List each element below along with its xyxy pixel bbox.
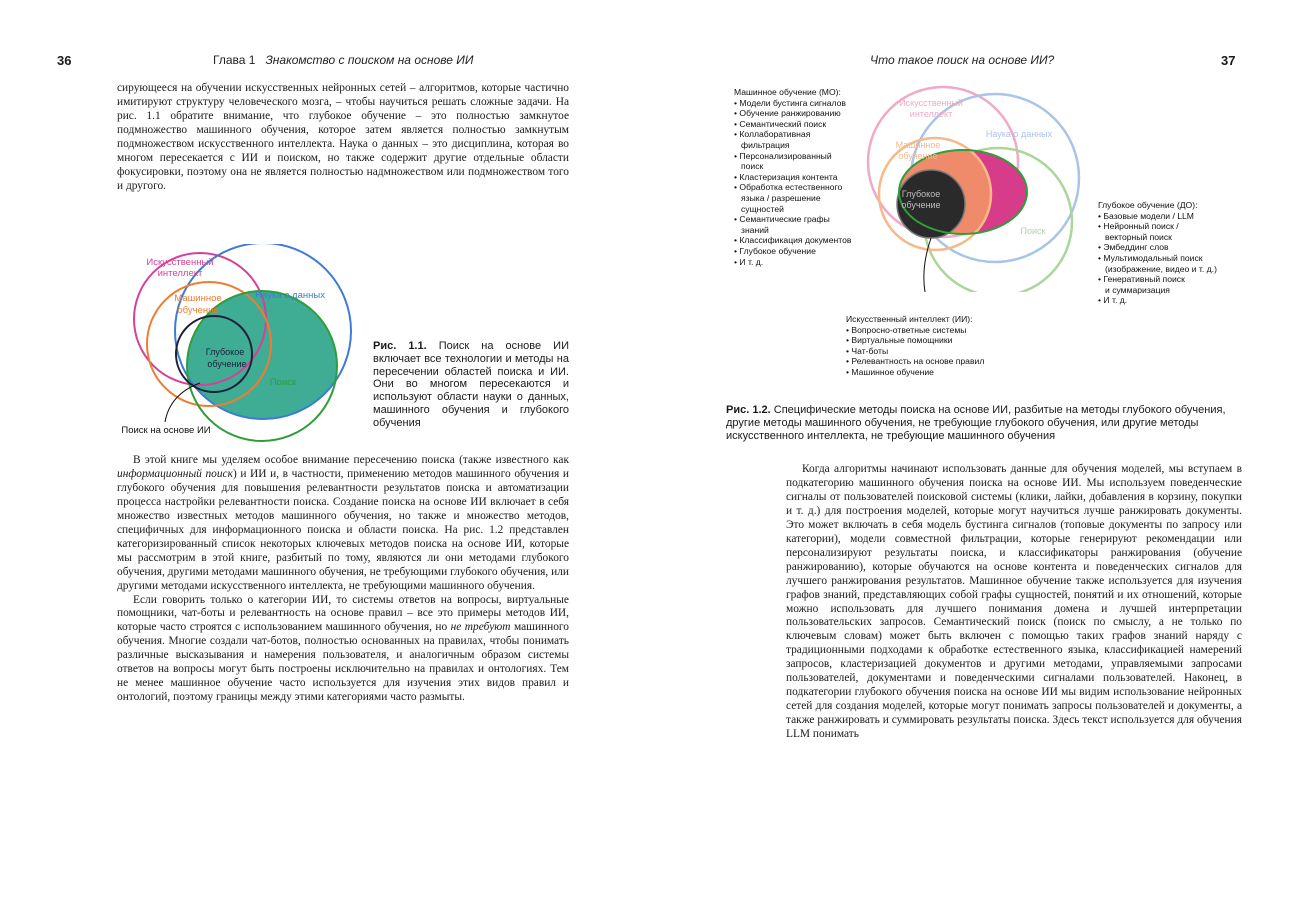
ai-list-item: • Чат-боты: [846, 345, 889, 356]
dl-list-item: • Нейронный поиск /: [1098, 221, 1179, 232]
ml-list-items: [734, 98, 894, 268]
ai-list-items: [846, 325, 1036, 378]
label-ai-1: Искусственный: [146, 257, 214, 268]
label-search: Поиск: [269, 377, 297, 388]
ml-list-item: фильтрация: [741, 139, 790, 150]
ml-methods-list: [734, 87, 894, 267]
ml-list-item: • Кластеризация контента: [734, 171, 838, 182]
ml-list-item: • Персонализированный: [734, 150, 832, 161]
ml-list-item: • Классификация документов: [734, 235, 852, 246]
running-head: [213, 53, 473, 67]
running-head: [870, 53, 1054, 67]
label-ml-1: Машинное: [895, 140, 941, 150]
figure-1-2-caption: [726, 404, 1246, 442]
ml-list-item: • Обучение ранжированию: [734, 108, 841, 119]
paragraph-text: Если говорить только о категории ИИ, то системы ответов на вопросы, виртуальные помощники, чат-боты и релевантность на основе правил – все это примеры методов ИИ, которые часто строятся с использованием машинного обучения, но: [117, 593, 569, 634]
ml-list-item: языка / разрешение: [741, 192, 821, 203]
dl-list-item: • Эмбеддинг слов: [1098, 242, 1169, 253]
dl-list-item: • Базовые модели / LLM: [1098, 210, 1194, 221]
paragraph-text: В этой книге мы уделяем особое внимание пересечению поиска (также известного как: [133, 454, 569, 466]
paragraph-intro: [117, 82, 569, 194]
ml-list-title: Машинное обучение (МО):: [734, 87, 841, 97]
caption-text: Поиск на основе ИИ включает все технологии и методы на пересечении областей поиска и ИИ. Они во многом пересекаются и используют области науки о данных, машинного обучения и глубокого обучения: [373, 340, 569, 429]
ai-list-item: • Виртуальные помощники: [846, 335, 953, 346]
dl-list-title: Глубокое обучение (ДО):: [1098, 200, 1198, 210]
ml-list-item: • Семантические графы: [734, 214, 830, 225]
ml-list-item: • И т. д.: [734, 256, 764, 267]
ai-list-title: Искусственный интеллект (ИИ):: [846, 314, 973, 324]
running-head-title: Знакомство с поиском на основе ИИ: [265, 53, 474, 67]
dl-methods-list: [1098, 200, 1248, 306]
paragraph-block: [786, 463, 1242, 742]
paragraph-text: ) и ИИ и, в частности, применению методов машинного обучения и глубокого обучения для повышения релевантности результатов поиска и автоматизации процесса настройки релевантности поиска. Создание поиска на основе ИИ включает в себя множество известных методов машинного обучения, но также и множество методов, специфичных для информационного поиска и области поиска. На рис. 1.2 представлен категоризированный список некоторых ключевых методов поиска на основе ИИ, которые мы рассмотрим в этой книге, разбитый по тому, являются ли они методами глубокого обучения, другими методами машинного обучения, не требующими глубокого обучения, или другими методами искусственного интеллекта, не требующими машинного обучения.: [117, 467, 569, 592]
label-ml-2: обучение: [898, 151, 938, 161]
paragraph: сирующееся на обучении искусственных нейронных сетей – алгоритмов, которые частично имитируют структуру человеческого мозга, – чтобы научиться решать сложные задачи. На рис. 1.1 обратите внимание, что глубокое обучение – это полностью замкнутое подмножество машинного обучения, которое затем является полностью замкнутым подмножеством искусственного интеллекта. Наука о данных – это дисциплина, которая во многом пересекается с ИИ и поиском, но также содержит другие отдельные области фокусировки, поэтому она не является полностью надмножеством или подмножеством того и другого.: [117, 82, 569, 192]
paragraph: Когда алгоритмы начинают использовать данные для обучения моделей, мы вступаем в подкатегорию машинного обучения поиска на основе ИИ. Мы используем поведенческие сигналы от пользователей поисковой системы (клики, лайки, добавления в корзину, покупки и т. д.) для построения моделей, которые могут научиться лучше ранжировать документы. Это может включать в себя модель бустинга сигналов (топовые документы по запросу или категории), модели совместной фильтрации, которые генерируют рекомендации или персонализируют результаты поиска, и классификаторы ранжирования (обучение ранжированию), которые обучаются на основе контента и поведенческих сигналов для лучшего ранжирования результатов. Машинное обучение также используется для изучения графов знаний, представляющих собой графы сущностей, понятий и их отношений, которые можно использовать для лучшего понимания домена и лучшей интерпретации пользовательских запросов. Семантический поиск (поиск по смыслу, а не только по ключевым словам) может быть включен с помощью таких графов знаний наряду с традиционными подходами к обработке естественного языка, классификацией намерений запросов, кластеризацией документов и другими методами, управляемыми запросами пользователей, документами и поведенческими сигналами пользователей. Наконец, в подкатегории глубокого обучения поиска на основе ИИ мы видим использование нейронных сетей для создания моделей, которые могут понимать запросы пользователей и документы, а также ранжировать и суммировать результаты поиска. Здесь текст используется для обучения LLM понимать: [786, 463, 1242, 741]
dl-list-item: • Генеративный поиск: [1098, 274, 1185, 285]
ml-list-item: поиск: [741, 161, 764, 172]
ml-list-item: • Коллаборативная: [734, 129, 811, 140]
label-dl-2: обучение: [207, 359, 247, 369]
right-page: [648, 0, 1295, 923]
label-ml-2: обучение: [177, 305, 219, 316]
page-number: 36: [57, 53, 72, 68]
label-ml-1: Машинное: [174, 293, 222, 304]
label-ai-2: интеллект: [157, 268, 203, 279]
ml-list-item: знаний: [741, 224, 769, 235]
ml-list-item: • Модели бустинга сигналов: [734, 97, 846, 108]
ml-list-item: • Обработка естественного: [734, 182, 843, 193]
label-search: Поиск: [1020, 226, 1046, 236]
dl-list-items: [1098, 211, 1248, 306]
ai-methods-list: [846, 314, 1036, 378]
label-dl-1: Глубокое: [205, 347, 245, 357]
dl-list-item: • И т. д.: [1098, 295, 1128, 306]
ml-list-item: • Глубокое обучение: [734, 245, 816, 256]
ai-list-item: • Вопросно-ответные системы: [846, 324, 967, 335]
dl-list-item: • Мультимодальный поиск: [1098, 252, 1203, 263]
paragraph: [117, 454, 569, 594]
caption-text: Специфические методы поиска на основе ИИ, разбитые на методы глубокого обучения, другие методы машинного обучения, не требующие глубокого обучения, или другие методы искусственного интеллекта, не требующие машинного обучения: [726, 404, 1226, 442]
page-number: 37: [1221, 53, 1236, 68]
label-ds: Наука о данных: [255, 290, 325, 301]
label-ai-search: Поиск на основе ИИ: [121, 425, 211, 436]
caption-number: Рис. 1.1.: [373, 340, 427, 352]
ml-list-item: • Семантический поиск: [734, 118, 827, 129]
paragraph-text: машинного обучения. Многие создали чат-ботов, полностью основанных на правилах, чтобы понимать различные высказывания и намерения пользователя, и аналогичным образом системы ответов на вопросы могут быть построены исключительно на правилах и онтологиях. Тем не менее машинное обучение часто используется для изучения этих видов правил и онтологий, поэтому границы между этими категориями часто размыты.: [117, 621, 570, 704]
dl-list-item: и суммаризация: [1105, 284, 1170, 295]
running-head-chapter: Глава 1: [213, 53, 256, 67]
ml-list-item: сущностей: [741, 203, 784, 214]
ai-list-item: • Машинное обучение: [846, 366, 934, 377]
paragraph-block-2: [117, 454, 569, 705]
running-head-title: Что такое поиск на основе ИИ?: [870, 53, 1055, 67]
label-dl-2: обучение: [901, 200, 941, 210]
dl-list-item: (изображение, видео и т. д.): [1105, 263, 1217, 274]
figure-1-1-venn: [110, 244, 370, 444]
paragraph-emphasis: не требуют: [450, 621, 511, 634]
dl-list-item: векторный поиск: [1105, 231, 1172, 242]
paragraph-emphasis: информационный поиск: [117, 467, 233, 480]
paragraph: [117, 594, 569, 706]
caption-number: Рис. 1.2.: [726, 404, 771, 416]
label-ds: Наука о данных: [985, 129, 1053, 139]
label-dl-1: Глубокое: [901, 189, 941, 199]
label-ai-2: интеллект: [909, 109, 953, 119]
ai-list-item: • Релевантность на основе правил: [846, 356, 985, 367]
label-ai-1: Искусственный: [899, 98, 963, 108]
pointer-line: [165, 383, 200, 422]
figure-1-1-caption: [373, 340, 569, 430]
